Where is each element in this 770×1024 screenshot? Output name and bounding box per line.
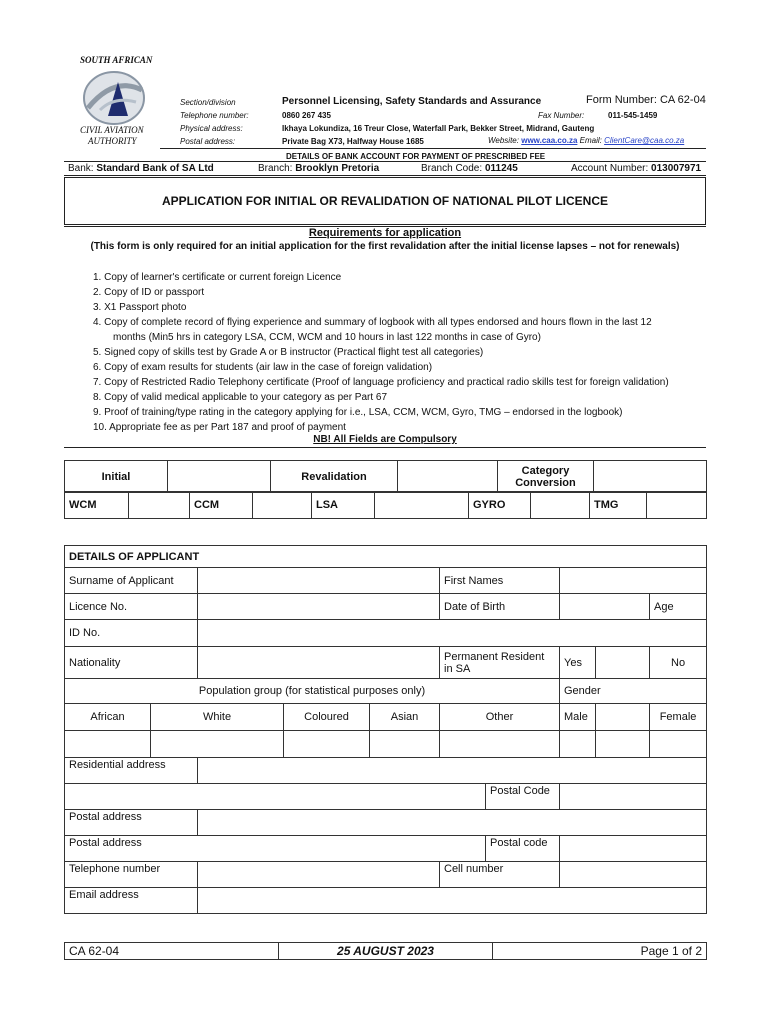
telephone-label-field: Telephone number — [65, 862, 198, 888]
other-label: Other — [440, 704, 560, 731]
initial-label: Initial — [65, 461, 168, 493]
application-type-table — [64, 460, 707, 493]
account-label: Account Number: — [571, 163, 649, 174]
residential-address-line-2[interactable] — [65, 784, 486, 810]
branch-code-value: 011245 — [484, 163, 518, 174]
logo-bottom-text-2: AUTHORITY — [88, 136, 137, 146]
yes-label: Yes — [560, 647, 596, 679]
lsa-checkbox[interactable] — [375, 492, 469, 519]
requirement-item: 6. Copy of exam results for students (air law in the case of foreign validation) — [93, 362, 433, 373]
white-checkbox[interactable] — [151, 731, 284, 758]
bank-top-rule — [160, 148, 706, 149]
licence-no-label: Licence No. — [65, 594, 198, 620]
first-names-label: First Names — [440, 568, 560, 594]
gyro-label: GYRO — [469, 492, 531, 519]
age-label: Age — [650, 594, 707, 620]
id-no-label: ID No. — [65, 620, 198, 647]
title-box — [64, 177, 706, 225]
email-label: Email: — [579, 136, 602, 145]
category-table — [64, 491, 707, 519]
gyro-checkbox[interactable] — [531, 492, 590, 519]
contact-line — [488, 136, 684, 145]
requirement-item: 5. Signed copy of skills test by Grade A or B instructor (Practical flight test all categories) — [93, 347, 484, 358]
surname-label: Surname of Applicant — [65, 568, 198, 594]
account-field — [571, 163, 701, 174]
branch-label: Branch: — [258, 163, 293, 174]
section-value: Personnel Licensing, Safety Standards and Assurance — [282, 96, 542, 107]
residential-address-field[interactable] — [198, 758, 707, 784]
asian-checkbox[interactable] — [370, 731, 440, 758]
coloured-label: Coloured — [284, 704, 370, 731]
white-label: White — [151, 704, 284, 731]
compulsory-note: NB! All Fields are Compulsory — [313, 434, 457, 445]
residential-address-label: Residential address — [65, 758, 198, 784]
branch-value: Brooklyn Pretoria — [295, 163, 380, 174]
requirement-item: 3. X1 Passport photo — [93, 302, 187, 313]
caa-logo-icon — [78, 68, 150, 126]
requirement-item: 4. Copy of complete record of flying experience and summary of logbook with all types endorsed and hours flown in the last 12 — [93, 317, 652, 328]
footer-date: 25 AUGUST 2023 — [279, 943, 493, 960]
requirement-item: 9. Proof of training/type rating in the category applying for i.e., LSA, CCM, WCM, Gyro, TMG – endorsed in the logbook) — [93, 407, 623, 418]
ccm-label: CCM — [190, 492, 253, 519]
telephone-value: 0860 267 435 — [282, 111, 331, 120]
other-checkbox[interactable] — [440, 731, 560, 758]
website-link[interactable]: www.caa.co.za — [521, 136, 578, 145]
logo-top-text: SOUTH AFRICAN — [80, 55, 153, 65]
revalidation-checkbox[interactable] — [398, 461, 498, 493]
branch-field — [258, 163, 379, 174]
branch-code-label: Branch Code: — [421, 163, 483, 174]
section-label: Section/division — [180, 98, 236, 107]
fax-value: 011-545-1459 — [608, 111, 658, 120]
requirement-item: 7. Copy of Restricted Radio Telephony certificate (Proof of language proficiency and practical radio skills test for foreign validation) — [93, 377, 669, 388]
footer-page-number: Page 1 of 2 — [493, 943, 707, 960]
website-label: Website: — [488, 136, 519, 145]
telephone-field[interactable] — [198, 862, 440, 888]
category-conversion-checkbox[interactable] — [594, 461, 707, 493]
postal-value: Private Bag X73, Halfway House 1685 — [282, 137, 424, 146]
no-label: No — [650, 647, 707, 679]
gender-blank — [596, 731, 650, 758]
population-group-label: Population group (for statistical purposes only) — [65, 679, 560, 704]
coloured-checkbox[interactable] — [284, 731, 370, 758]
email-address-label: Email address — [65, 888, 198, 914]
footer-form-number: CA 62-04 — [65, 943, 279, 960]
account-value: 013007971 — [651, 163, 702, 174]
requirement-item: 8. Copy of valid medical applicable to your category as per Part 67 — [93, 392, 388, 403]
perm-resident-label: Permanent Resident in SA — [440, 647, 560, 679]
male-checkbox[interactable] — [596, 704, 650, 731]
fax-label: Fax Number: — [538, 111, 585, 120]
email-link[interactable]: ClientCare@caa.co.za — [604, 136, 685, 145]
cell-field[interactable] — [560, 862, 707, 888]
postal-address-label-2: Postal address — [65, 836, 486, 862]
telephone-label: Telephone number: — [180, 111, 249, 120]
female-checkbox[interactable] — [650, 731, 707, 758]
page-title: APPLICATION FOR INITIAL OR REVALIDATION OF NATIONAL PILOT LICENCE — [162, 194, 608, 208]
requirements-bottom-rule — [64, 447, 706, 448]
physical-label: Physical address: — [180, 124, 243, 133]
postal-address-label: Postal address — [65, 810, 198, 836]
postal-code-field[interactable] — [560, 784, 707, 810]
category-conversion-label: Category Conversion — [498, 461, 594, 493]
requirement-item: months (Min5 hrs in category LSA, CCM, WCM and 10 hours in last 122 months in case of Gyro) — [113, 332, 541, 343]
cell-label: Cell number — [440, 862, 560, 888]
bank-field — [68, 163, 214, 174]
form-number: Form Number: CA 62-04 — [586, 94, 706, 106]
bank-title: DETAILS OF BANK ACCOUNT FOR PAYMENT OF PRESCRIBED FEE — [286, 152, 546, 161]
asian-label: Asian — [370, 704, 440, 731]
postal-code-label-2: Postal code — [486, 836, 560, 862]
email-address-field[interactable] — [198, 888, 707, 914]
african-checkbox[interactable] — [65, 731, 151, 758]
nationality-label: Nationality — [65, 647, 198, 679]
applicant-details-table — [64, 545, 707, 914]
postal-address-field[interactable] — [198, 810, 707, 836]
first-names-field[interactable] — [560, 568, 707, 594]
surname-field[interactable] — [198, 568, 440, 594]
id-no-field[interactable] — [198, 620, 707, 647]
bank-value: Standard Bank of SA Ltd — [96, 163, 214, 174]
ccm-checkbox[interactable] — [253, 492, 312, 519]
physical-value: Ikhaya Lokundiza, 16 Treur Close, Waterfall Park, Bekker Street, Midrand, Gauteng — [282, 124, 595, 133]
licence-no-field[interactable] — [198, 594, 440, 620]
postal-code-field-2[interactable] — [560, 836, 707, 862]
requirements-list — [93, 270, 669, 435]
bank-row — [64, 162, 706, 176]
postal-code-label: Postal Code — [486, 784, 560, 810]
male-label: Male — [560, 704, 596, 731]
bank-label: Bank: — [68, 163, 94, 174]
logo-bottom-text-1: CIVIL AVIATION — [80, 125, 144, 135]
wcm-label: WCM — [65, 492, 129, 519]
requirement-item: 1. Copy of learner's certificate or current foreign Licence — [93, 272, 342, 283]
wcm-checkbox[interactable] — [129, 492, 190, 519]
requirement-item: 10. Appropriate fee as per Part 187 and proof of payment — [93, 422, 346, 433]
applicant-heading: DETAILS OF APPLICANT — [65, 546, 707, 568]
lsa-label: LSA — [312, 492, 375, 519]
male-blank — [560, 731, 596, 758]
female-label: Female — [650, 704, 707, 731]
african-label: African — [65, 704, 151, 731]
yes-checkbox[interactable] — [596, 647, 650, 679]
nationality-field[interactable] — [198, 647, 440, 679]
dob-field[interactable] — [560, 594, 650, 620]
footer-table — [64, 942, 707, 960]
dob-label: Date of Birth — [440, 594, 560, 620]
requirements-heading: Requirements for application — [308, 227, 462, 239]
initial-checkbox[interactable] — [168, 461, 271, 493]
requirements-note: (This form is only required for an initial application for the first revalidation after the initial license lapses – not for renewals) — [90, 241, 680, 252]
branch-code-field — [421, 163, 518, 174]
gender-label: Gender — [560, 679, 707, 704]
requirement-item: 2. Copy of ID or passport — [93, 287, 205, 298]
tmg-checkbox[interactable] — [647, 492, 707, 519]
revalidation-label: Revalidation — [271, 461, 398, 493]
tmg-label: TMG — [590, 492, 647, 519]
postal-label: Postal address: — [180, 137, 236, 146]
